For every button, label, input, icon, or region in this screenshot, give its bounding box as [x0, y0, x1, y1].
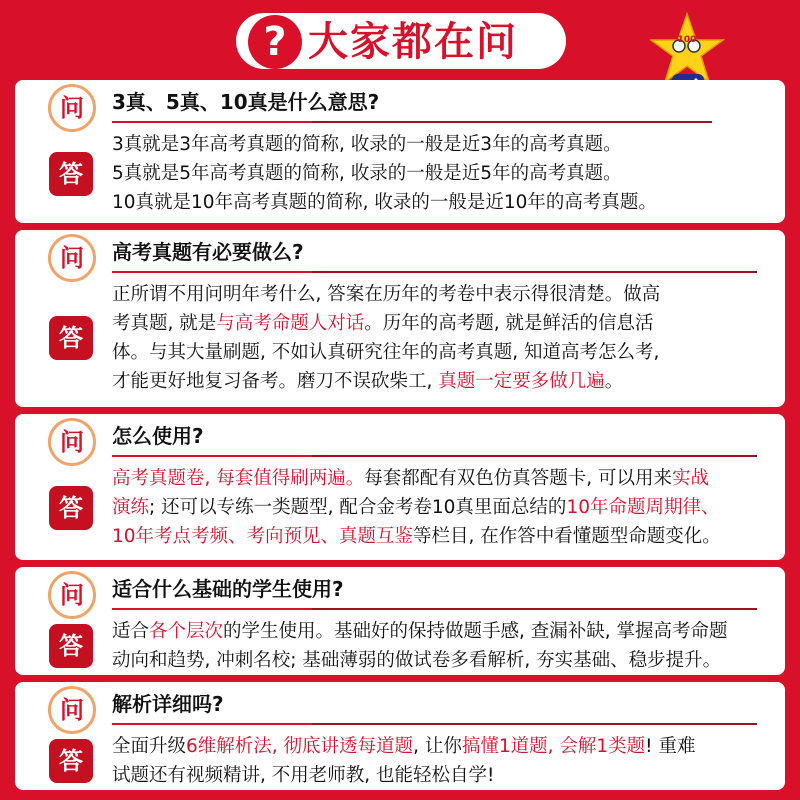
answer-line [112, 338, 660, 367]
answer-line [112, 732, 695, 761]
highlight-text: 与高考命题人对话 [216, 313, 365, 334]
answer-segment: 。历年的高考题, 就是鲜活的信息活 [364, 313, 654, 334]
answer-line [112, 493, 721, 522]
answer-text [112, 130, 657, 217]
answer-badge: 答 [49, 316, 93, 360]
question-underline-accent [112, 455, 312, 457]
answer-segment: 动向和趋势, 冲刺名校; 基础薄弱的做试卷多看解析, 夯实基础、稳步提升。 [112, 650, 722, 671]
faq-card [15, 414, 785, 560]
question-badge: 问 [48, 571, 96, 619]
answer-segment: 3真就是3年高考真题的简称, 收录的一般是近3年的高考真题。 [112, 134, 622, 155]
answer-line [112, 130, 657, 159]
highlight-text: 搞懂1道题, 会解1类题 [461, 736, 646, 757]
answer-segment: 考真题, 就是 [112, 313, 217, 334]
question-underline-accent [112, 271, 312, 273]
answer-segment: 5真就是5年高考真题的简称, 收录的一般是近5年的高考真题。 [112, 163, 622, 184]
question-text: 怎么使用? [112, 424, 204, 448]
answer-segment: 试题还有视频精讲, 不用老师教, 也能轻松自学! [112, 765, 495, 786]
answer-segment: 适合 [112, 621, 150, 642]
question-badge: 问 [48, 686, 96, 734]
highlight-text: 演练 [112, 497, 150, 518]
answer-text [112, 732, 695, 790]
answer-segment: 体。与其大量刷题, 不如认真研究往年的高考真题, 知道高考怎么考, [112, 342, 660, 363]
question-badge: 问 [48, 84, 96, 132]
svg-text:100: 100 [677, 35, 697, 45]
faq-card [15, 682, 785, 790]
question-text: 解析详细吗? [112, 692, 224, 716]
answer-line [112, 464, 721, 493]
answer-text [112, 464, 721, 551]
answer-segment: ; 还可以专练一类题型, 配合金考卷10真里面总结的 [149, 497, 567, 518]
answer-segment: 的学生使用。基础好的保持做题手感, 查漏补缺, 掌握高考命题 [223, 621, 728, 642]
question-underline-accent [112, 723, 312, 725]
answer-segment: 每套都配有双色仿真答题卡, 可以用来 [364, 468, 673, 489]
answer-segment: , 让你 [413, 736, 462, 757]
answer-text [112, 280, 660, 396]
faq-card [15, 567, 785, 675]
answer-line [112, 367, 660, 396]
question-mark-icon: ? [248, 15, 302, 69]
highlight-text: 高考真题卷, 每套值得刷两遍。 [112, 468, 365, 489]
question-badge: 问 [48, 418, 96, 466]
answer-segment: 全面升级 [112, 736, 187, 757]
answer-text [112, 617, 728, 675]
highlight-text: 各个层次 [149, 621, 224, 642]
answer-line [112, 159, 657, 188]
question-underline [312, 723, 757, 725]
answer-line [112, 617, 728, 646]
answer-badge: 答 [49, 624, 93, 668]
answer-segment: 10真就是10年高考真题的简称, 收录的一般是近10年的高考真题。 [112, 192, 657, 213]
answer-segment: 。 [604, 371, 624, 392]
answer-line [112, 188, 657, 217]
question-text: 适合什么基础的学生使用? [112, 577, 344, 601]
question-underline-accent [112, 121, 312, 123]
answer-line [112, 280, 660, 309]
question-underline [312, 608, 757, 610]
answer-line [112, 761, 695, 790]
answer-badge: 答 [49, 152, 93, 196]
question-underline-accent [112, 608, 312, 610]
answer-line [112, 309, 660, 338]
answer-segment: 等栏目, 在作答中看懂题型命题变化。 [413, 526, 721, 547]
answer-badge: 答 [49, 739, 93, 783]
answer-segment: 正所谓不用问明年考什么, 答案在历年的考卷中表示得很清楚。做高 [112, 284, 661, 305]
question-text: 高考真题有必要做么? [112, 240, 304, 264]
highlight-text: 实战 [672, 468, 710, 489]
highlight-text: 真题一定要多做几遍 [438, 371, 605, 392]
answer-badge: 答 [49, 486, 93, 530]
answer-line [112, 522, 721, 551]
highlight-text: 6维解析法, 彻底讲透每道题 [186, 736, 414, 757]
question-text: 3真、5真、10真是什么意思? [112, 90, 380, 114]
answer-segment: ! 重难 [645, 736, 696, 757]
highlight-text: 10年命题周期律、 [566, 497, 720, 518]
question-underline [312, 121, 712, 123]
highlight-text: 10年考点考频、考向预见、真题互鉴 [112, 526, 414, 547]
question-underline [312, 271, 757, 273]
page-title: 大家都在问 [308, 19, 518, 65]
answer-line [112, 646, 728, 675]
faq-card [15, 80, 785, 223]
answer-segment: 才能更好地复习备考。磨刀不误砍柴工, [112, 371, 439, 392]
question-badge: 问 [48, 234, 96, 282]
faq-card [15, 230, 785, 407]
question-underline [312, 455, 757, 457]
